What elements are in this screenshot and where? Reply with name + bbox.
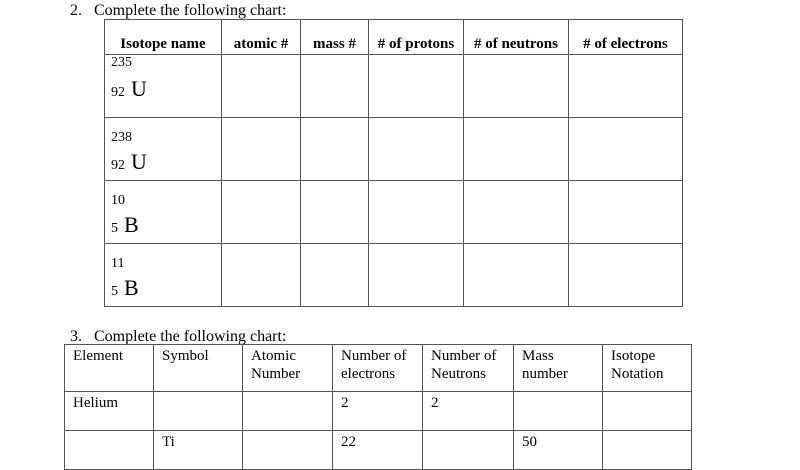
answer-cell-mass[interactable] <box>301 244 369 307</box>
element-chart-table <box>64 344 692 470</box>
cell-element[interactable] <box>65 431 154 470</box>
question-2-title <box>70 2 286 20</box>
table-row <box>105 181 683 244</box>
table-row <box>65 392 692 431</box>
header-neutrons: Number of Neutrons <box>423 345 514 392</box>
answer-cell-atomic[interactable] <box>222 118 301 181</box>
isotope-symbol: U <box>131 76 147 101</box>
isotope-atomic-number: 92 <box>111 158 125 173</box>
isotope-symbol: U <box>131 149 147 174</box>
isotope-mass-number: 11 <box>111 256 125 271</box>
answer-cell-protons[interactable] <box>369 181 464 244</box>
isotope-atomic-number: 92 <box>111 85 125 100</box>
answer-cell-atomic[interactable] <box>222 244 301 307</box>
cell-mass-number[interactable]: 50 <box>514 431 603 470</box>
answer-cell-atomic[interactable] <box>222 55 301 118</box>
isotope-atomic-number: 5 <box>111 284 118 299</box>
isotope-cell <box>105 244 222 307</box>
isotope-atomic-number: 5 <box>111 221 118 236</box>
table-row <box>65 431 692 470</box>
answer-cell-atomic[interactable] <box>222 181 301 244</box>
answer-cell-mass[interactable] <box>301 181 369 244</box>
isotope-cell <box>105 55 222 118</box>
answer-cell-neutrons[interactable] <box>464 55 569 118</box>
question-2-text: Complete the following chart: <box>94 2 287 19</box>
isotope-mass-number: 235 <box>111 55 132 70</box>
header-atomic-number: atomic # <box>222 20 301 55</box>
cell-isotope-notation[interactable] <box>603 431 692 470</box>
table-row <box>105 244 683 307</box>
isotope-symbol: B <box>124 212 139 237</box>
answer-cell-electrons[interactable] <box>569 181 683 244</box>
isotope-cell <box>105 118 222 181</box>
cell-electrons[interactable]: 2 <box>333 392 423 431</box>
header-mass-number: mass # <box>301 20 369 55</box>
isotope-symbol: B <box>124 275 139 300</box>
cell-electrons[interactable]: 22 <box>333 431 423 470</box>
header-neutrons: # of neutrons <box>464 20 569 55</box>
isotope-cell <box>105 181 222 244</box>
answer-cell-protons[interactable] <box>369 118 464 181</box>
cell-symbol[interactable] <box>154 392 243 431</box>
isotope-mass-number: 238 <box>111 130 132 145</box>
cell-symbol[interactable]: Ti <box>154 431 243 470</box>
cell-mass-number[interactable] <box>514 392 603 431</box>
cell-element[interactable]: Helium <box>65 392 154 431</box>
header-electrons: Number of electrons <box>333 345 423 392</box>
header-atomic-number: Atomic Number <box>243 345 333 392</box>
answer-cell-neutrons[interactable] <box>464 244 569 307</box>
answer-cell-protons[interactable] <box>369 55 464 118</box>
answer-cell-mass[interactable] <box>301 55 369 118</box>
answer-cell-electrons[interactable] <box>569 118 683 181</box>
header-mass-number: Mass number <box>514 345 603 392</box>
answer-cell-neutrons[interactable] <box>464 118 569 181</box>
table-row <box>105 118 683 181</box>
header-element: Element <box>65 345 154 392</box>
header-electrons: # of electrons <box>569 20 683 55</box>
table-row <box>105 55 683 118</box>
cell-atomic-number[interactable] <box>243 431 333 470</box>
answer-cell-protons[interactable] <box>369 244 464 307</box>
cell-isotope-notation[interactable] <box>603 392 692 431</box>
answer-cell-electrons[interactable] <box>569 55 683 118</box>
header-isotope-notation: Isotope Notation <box>603 345 692 392</box>
answer-cell-neutrons[interactable] <box>464 181 569 244</box>
table-header-row <box>105 20 683 55</box>
cell-atomic-number[interactable] <box>243 392 333 431</box>
isotope-chart-table <box>104 19 683 307</box>
table-header-row <box>65 345 692 392</box>
header-isotope-name: Isotope name <box>105 20 222 55</box>
answer-cell-electrons[interactable] <box>569 244 683 307</box>
isotope-mass-number: 10 <box>111 193 125 208</box>
question-2-number: 2. <box>70 2 82 19</box>
question-3-text: Complete the following chart: <box>94 328 287 345</box>
question-3-number: 3. <box>70 328 82 345</box>
header-protons: # of protons <box>369 20 464 55</box>
cell-neutrons[interactable] <box>423 431 514 470</box>
answer-cell-mass[interactable] <box>301 118 369 181</box>
cell-neutrons[interactable]: 2 <box>423 392 514 431</box>
header-symbol: Symbol <box>154 345 243 392</box>
